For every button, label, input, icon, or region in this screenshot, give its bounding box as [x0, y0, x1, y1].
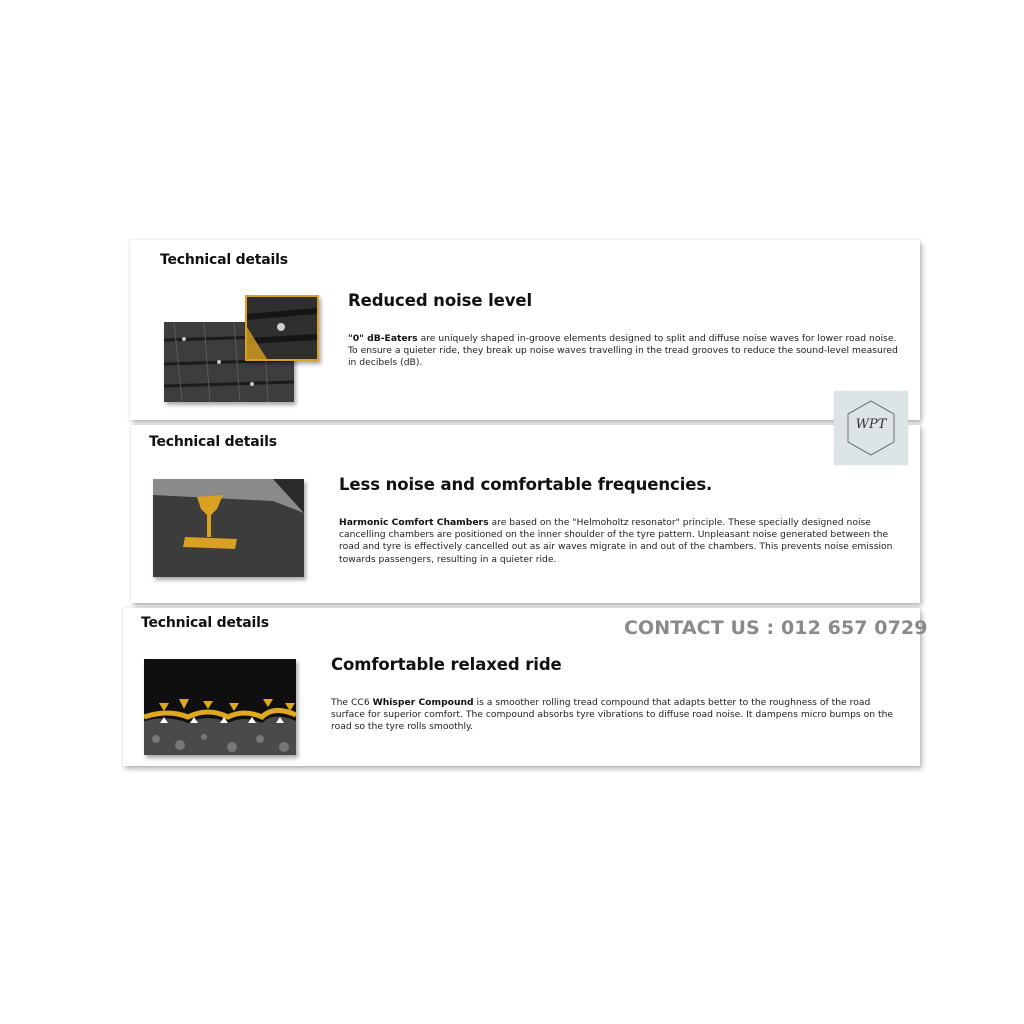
panel-title: Reduced noise level: [348, 291, 533, 310]
panel-description: The CC6 Whisper Compound is a smoother rolling tread compound that adapts better to the roughness of the road surface for superior comfort. The compound absorbs tyre vibrations to diffuse road noise. It dampens micro bumps on the road so the tyre rolls smoothly.: [331, 697, 894, 733]
highlighted-term: Harmonic Comfort Chambers: [339, 517, 489, 528]
panel-title: Comfortable relaxed ride: [331, 655, 562, 674]
contact-phone-text: CONTACT US : 012 657 0729: [624, 617, 928, 639]
technical-details-panel-frequencies: [131, 425, 920, 603]
panel-title: Less noise and comfortable frequencies.: [339, 475, 713, 494]
tread-zoom-inset: [245, 295, 319, 361]
highlighted-term: "0" dB-Eaters: [348, 333, 418, 344]
whisper-compound-image: [144, 659, 296, 755]
logo-mark: WPT: [855, 417, 887, 432]
section-label: Technical details: [141, 615, 269, 631]
section-label: Technical details: [160, 252, 288, 268]
panel-description: Harmonic Comfort Chambers are based on the "Helmoholtz resonator" principle. These specially designed noise cancelling chambers are positioned on the inner shoulder of the tyre pattern. Unpleasant noise generated between the road and tyre is effectively cancelled out as air waves migrate in and out of the chambers. This prevents noise emission towards passengers, resulting in a quieter ride.: [339, 517, 893, 565]
highlighted-term: Whisper Compound: [372, 697, 474, 708]
section-label: Technical details: [149, 434, 277, 450]
technical-details-panel-noise: [130, 240, 920, 420]
panel-description: "0" dB-Eaters are uniquely shaped in-groove elements designed to split and diffuse noise waves for lower road noise. To ensure a quieter ride, they break up noise waves travelling in the tread grooves to reduce the sound-level measured in decibels (dB).: [348, 333, 898, 369]
comfort-chamber-image: [153, 479, 304, 577]
wpt-logo: [834, 391, 908, 465]
